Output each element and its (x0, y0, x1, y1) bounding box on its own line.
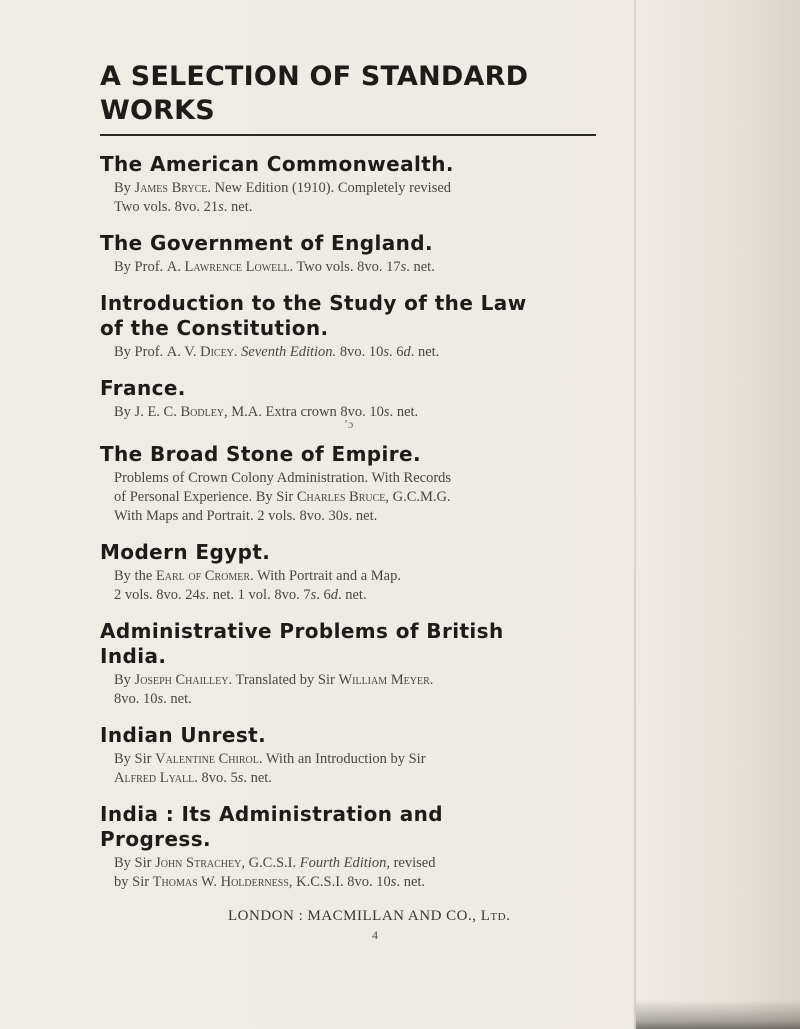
book-title: India : Its Administration and Progress. (100, 802, 443, 851)
series-title: A SELECTION OF STANDARD WORKS (100, 61, 529, 126)
entry-government-of-england (100, 231, 620, 277)
entry-india-administration (100, 802, 620, 892)
book-desc: By Sir John Strachey, G.C.S.I. Fourth Edition, revised by Sir Thomas W. Holderness, K.C.S.I. 8vo. 10s. net. (114, 855, 436, 890)
author-name: Earl of Cromer (155, 568, 251, 584)
book-title: Introduction to the Study of the Law of the Constitution. (100, 291, 527, 340)
author-name: Charles Bruce (296, 489, 386, 505)
author-name: Joseph Chailley (134, 672, 229, 688)
translator-name: William Meyer (338, 672, 430, 688)
page-number: 4 (372, 928, 378, 942)
printer-mark: ʼɔ (344, 417, 354, 431)
entry-france (100, 376, 620, 431)
book-desc: By Joseph Chailley. Translated by Sir William Meyer. 8vo. 10s. net. (114, 672, 434, 707)
publisher-imprint: LONDON : MACMILLAN AND CO., Ltd. (228, 908, 511, 924)
entry-law-of-constitution (100, 291, 620, 362)
book-desc: Problems of Crown Colony Administration. With Records of Personal Experience. By Sir Charles Bruce, G.C.M.G. With Maps and Portrait. 2 vols. 8vo. 30s. net. (114, 470, 452, 524)
entry-administrative-problems (100, 619, 620, 709)
book-title: The American Commonwealth. (100, 152, 454, 176)
entry-modern-egypt (100, 540, 620, 605)
entry-indian-unrest (100, 723, 620, 788)
book-title: Modern Egypt. (100, 540, 271, 564)
book-desc: By Prof. A. V. Dicey. Seventh Edition. 8vo. 10s. 6d. net. (114, 344, 440, 360)
page-edge-line (634, 0, 636, 1029)
book-title: France. (100, 376, 186, 400)
book-title: The Broad Stone of Empire. (100, 442, 422, 466)
introducer-name: Alfred Lyall (114, 770, 195, 786)
book-title: The Government of England. (100, 231, 433, 255)
book-title: Administrative Problems of British India. (100, 619, 504, 668)
book-title: Indian Unrest. (100, 723, 267, 747)
author-name: J. E. C. Bodley (134, 404, 225, 420)
book-desc: By Prof. A. Lawrence Lowell. Two vols. 8vo. 17s. net. (114, 259, 435, 275)
author-name: A. Lawrence Lowell (166, 259, 290, 275)
entry-broad-stone-of-empire (100, 442, 620, 526)
book-desc: By J. E. C. Bodley, M.A. Extra crown 8vo. 10s. net. (114, 404, 419, 420)
page-edge-shadow (636, 1000, 800, 1029)
reviser-name: Thomas W. Holderness (152, 874, 289, 890)
author-name: Valentine Chirol (155, 751, 259, 767)
book-desc: By the Earl of Cromer. With Portrait and a Map. 2 vols. 8vo. 24s. net. 1 vol. 8vo. 7s. 6d. net. (114, 568, 401, 603)
book-desc: By James Bryce. New Edition (1910). Completely revised Two vols. 8vo. 21s. net. (114, 180, 452, 215)
author-name: John Strachey (155, 855, 242, 871)
author-name: A. V. Dicey (166, 344, 234, 360)
entry-american-commonwealth (100, 152, 620, 217)
book-desc: By Sir Valentine Chirol. With an Introduction by Sir Alfred Lyall. 8vo. 5s. net. (114, 751, 426, 786)
page-content (100, 60, 620, 943)
title-rule (100, 134, 596, 136)
author-name: James Bryce (134, 180, 208, 196)
